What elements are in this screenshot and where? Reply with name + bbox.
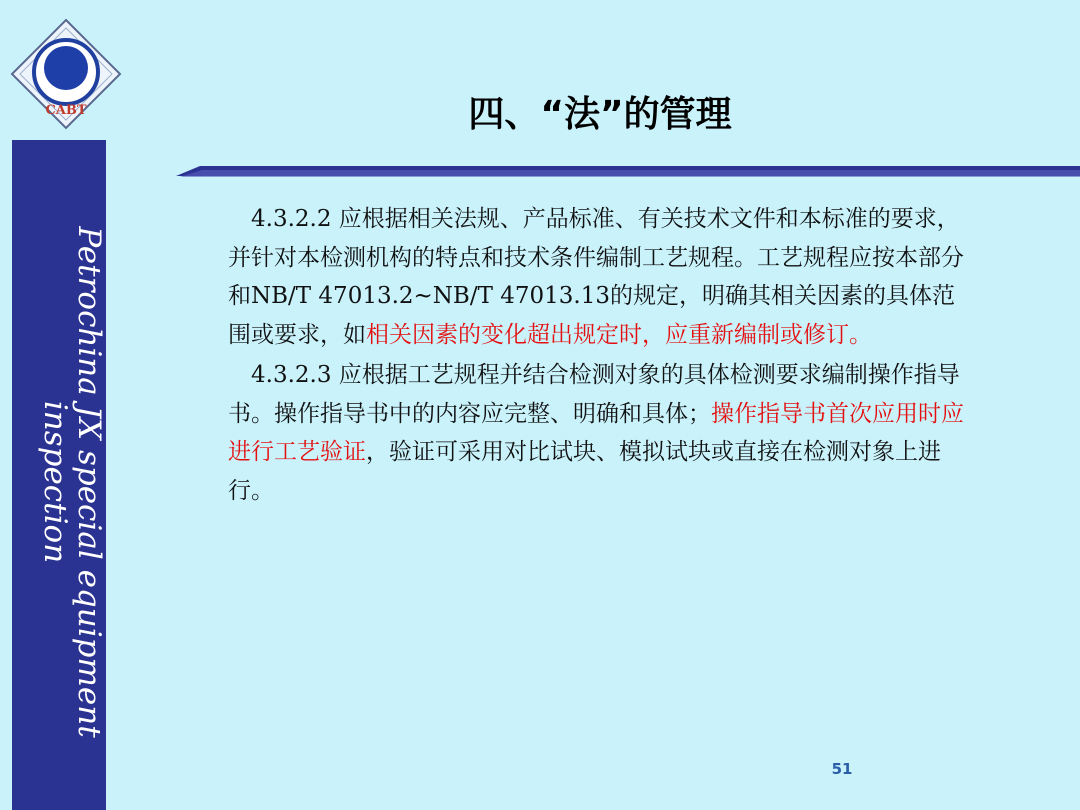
paragraph-text: 4.3.2.2 应根据相关法规、产品标准、有关技术文件和本标准的要求，并针对本检测机构的特点和技术条件编制工艺规程。工艺规程应按本部分和NB/T 47013.2~NB/T 47013.13的规定，明确其相关因素的具体范围或要求，如 [228,206,964,348]
paragraph-4-3-2-3 [228,356,968,510]
sidebar-banner [12,140,106,810]
highlight-text: 操作指导书首次应用时应进行工艺验证 [228,400,964,465]
company-logo [10,18,122,130]
slide-body [228,200,968,512]
paragraph-text: 4.3.2.3 应根据工艺规程并结合检测对象的具体检测要求编制操作指导书。操作指导书中的内容应完整、明确和具体； [228,362,960,427]
paragraph-4-3-2-2 [228,200,968,354]
sidebar-text: Petrochina JX special equipment inspection [37,226,107,738]
highlight-text: 相关因素的变化超出规定时，应重新编制或修订。 [366,321,872,348]
paragraph-tail: ，验证可采用对比试块、模拟试块或直接在检测对象上进行。 [228,439,941,504]
logo-text: CABT [45,103,87,118]
title-divider [176,164,1080,178]
page-number: 51 [831,760,853,778]
slide-title: 四、“法”的管理 [468,94,732,135]
